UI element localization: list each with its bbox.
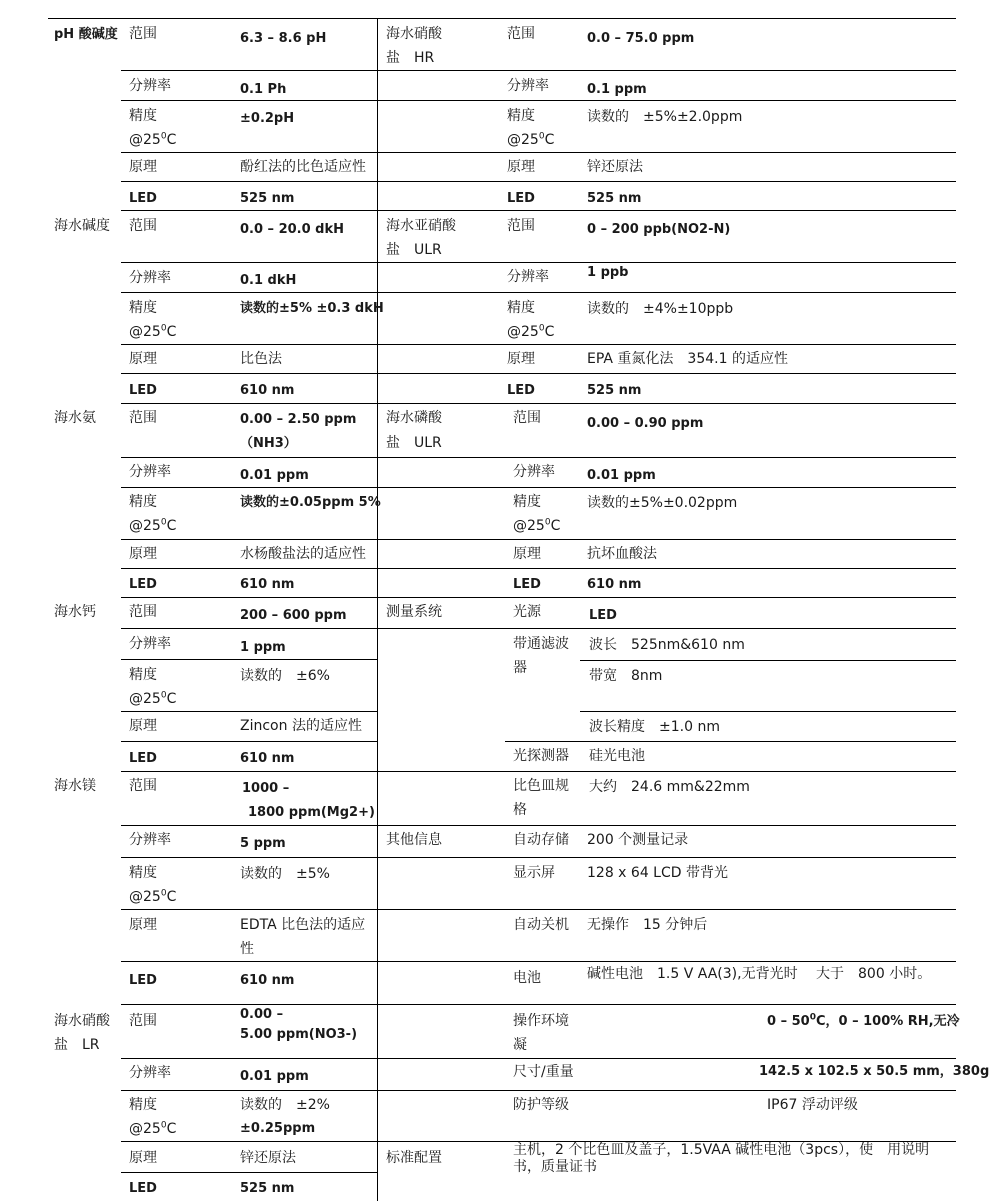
row-rule — [121, 628, 956, 629]
label-principle: 原理 — [129, 718, 157, 734]
value-environment: $0 - 50^0C$，0 – 100% RH,无冷 — [767, 1012, 960, 1029]
label-range: 范围 — [129, 1013, 157, 1029]
label-resolution: 分辨率 — [129, 832, 171, 848]
value-led: 525 nm — [240, 1181, 295, 1196]
label-environment-cont: 凝 — [513, 1037, 527, 1053]
row-rule — [121, 457, 956, 458]
param-name: 海水钙 — [54, 604, 96, 620]
row-rule — [121, 909, 956, 910]
value-resolution: 0.01 ppm — [240, 468, 309, 483]
label-principle: 原理 — [129, 546, 157, 562]
param-name: 海水氨 — [54, 410, 96, 426]
label-resolution: 分辨率 — [129, 270, 171, 286]
value-range: 0.0 – 75.0 ppm — [587, 31, 695, 46]
value-standard-config: 主机，2 个比色皿及盖子，1.5VAA 碱性电池（3pcs），使 用说明 — [513, 1142, 930, 1158]
label-accuracy-temp: $@25^0C$ — [129, 131, 177, 148]
label-accuracy-temp: $@25^0C$ — [129, 517, 177, 534]
label-range: 范围 — [129, 410, 157, 426]
label-led: LED — [129, 973, 157, 988]
label-led: LED — [513, 577, 541, 592]
label-size-weight: 尺寸/重量 — [513, 1064, 574, 1080]
label-accuracy: 精度 — [507, 300, 535, 316]
row-rule — [121, 1058, 956, 1059]
value-accuracy: 读数的 ±2% — [240, 1097, 330, 1113]
label-auto-off: 自动关机 — [513, 917, 569, 933]
row-rule — [48, 18, 956, 19]
label-light-source: 光源 — [513, 604, 541, 620]
row-rule — [121, 568, 956, 569]
label-accuracy-temp: $@25^0C$ — [507, 131, 555, 148]
value-range: 0 – 200 ppb(NO2-N) — [587, 222, 731, 237]
row-rule — [121, 539, 956, 540]
value-storage: 200 个测量记录 — [587, 832, 689, 848]
label-accuracy-temp: $@25^0C$ — [129, 888, 177, 905]
label-resolution: 分辨率 — [507, 269, 549, 285]
value-protection: IP67 浮动评级 — [767, 1097, 858, 1113]
value-size-weight: 142.5 x 102.5 x 50.5 mm，380g — [759, 1064, 990, 1079]
value-range: 0.00 – — [240, 1007, 284, 1022]
value-range-note: 1800 ppm(Mg2+) — [248, 805, 375, 820]
value-led: 525 nm — [587, 191, 642, 206]
value-cuvette: 大约 24.6 mm&22mm — [589, 779, 750, 795]
section-name: 标准配置 — [386, 1150, 442, 1166]
label-accuracy: 精度 — [129, 494, 157, 510]
value-principle: 比色法 — [240, 351, 282, 367]
row-rule — [121, 771, 956, 772]
label-led: LED — [129, 577, 157, 592]
label-principle: 原理 — [129, 159, 157, 175]
value-range-note: 5.00 ppm(NO3-) — [240, 1027, 358, 1042]
label-accuracy: 精度 — [507, 108, 535, 124]
label-accuracy: 精度 — [129, 865, 157, 881]
label-battery: 电池 — [513, 970, 541, 986]
label-range: 范围 — [129, 26, 157, 42]
label-cuvette: 比色皿规 — [513, 778, 569, 794]
row-rule — [121, 825, 956, 826]
label-display: 显示屏 — [513, 865, 555, 881]
value-resolution: 0.01 ppm — [587, 468, 656, 483]
param-name-cont: 盐 LR — [54, 1037, 100, 1053]
value-principle: EDTA 比色法的适应 — [240, 917, 366, 933]
value-accuracy: 读数的±5%±0.02ppm — [587, 495, 738, 511]
value-led: 525 nm — [240, 191, 295, 206]
param-name: 海水亚硝酸 — [386, 218, 456, 234]
value-accuracy-cont: ±0.25ppm — [240, 1121, 316, 1136]
value-led: 525 nm — [587, 383, 642, 398]
label-filter-cont: 器 — [513, 660, 527, 676]
section-name: 测量系统 — [386, 604, 442, 620]
value-principle: 锌还原法 — [587, 159, 643, 175]
value-range: 200 – 600 ppm — [240, 608, 347, 623]
label-led: LED — [129, 383, 157, 398]
row-rule — [121, 403, 956, 404]
value-principle: 水杨酸盐法的适应性 — [240, 546, 366, 562]
value-range: 0.00 – 0.90 ppm — [587, 416, 704, 431]
label-accuracy: 精度 — [129, 300, 157, 316]
param-name: 海水碱度 — [54, 218, 110, 234]
label-range: 范围 — [507, 218, 535, 234]
value-led: 610 nm — [587, 577, 642, 592]
column-divider — [377, 18, 378, 1201]
label-accuracy-temp: $@25^0C$ — [129, 690, 177, 707]
label-accuracy-temp: $@25^0C$ — [507, 323, 555, 340]
row-rule — [121, 597, 956, 598]
row-rule — [580, 711, 956, 712]
value-resolution: 5 ppm — [240, 836, 286, 851]
value-range-note: （NH3） — [240, 436, 297, 451]
value-led: 610 nm — [240, 577, 295, 592]
label-principle: 原理 — [129, 1150, 157, 1166]
label-detector: 光探测器 — [513, 748, 569, 764]
value-wavelength: 波长 525nm&610 nm — [589, 637, 745, 653]
value-range: 0.0 – 20.0 dkH — [240, 222, 345, 237]
value-principle: 抗坏血酸法 — [587, 546, 657, 562]
label-filter: 带通滤波 — [513, 636, 569, 652]
row-rule — [121, 373, 956, 374]
value-accuracy: 读数的 ±5% — [240, 866, 330, 882]
param-name-cont: 盐 ULR — [386, 242, 442, 258]
value-led: 610 nm — [240, 383, 295, 398]
value-standard-config-cont: 书，质量证书 — [513, 1159, 597, 1175]
value-principle-cont: 性 — [240, 941, 254, 957]
value-wavelength-accuracy: 波长精度 ±1.0 nm — [589, 719, 720, 735]
row-rule — [121, 152, 956, 153]
row-rule — [121, 70, 956, 71]
label-accuracy: 精度 — [129, 108, 157, 124]
row-rule — [121, 262, 956, 263]
row-rule — [121, 711, 377, 712]
row-rule — [121, 181, 956, 182]
value-detector: 硅光电池 — [589, 748, 645, 764]
label-storage: 自动存储 — [513, 832, 569, 848]
label-accuracy: 精度 — [129, 667, 157, 683]
row-rule — [505, 741, 956, 742]
label-range: 范围 — [129, 218, 157, 234]
value-battery: 碱性电池 1.5 V AA(3),无背光时 大于 800 小时。 — [587, 966, 932, 982]
value-accuracy: ±0.2pH — [240, 111, 295, 126]
label-protection: 防护等级 — [513, 1097, 569, 1113]
value-light-source: LED — [589, 608, 617, 623]
value-accuracy: 读数的 ±5%±2.0ppm — [587, 109, 743, 125]
label-resolution: 分辨率 — [507, 78, 549, 94]
value-resolution: 0.1 dkH — [240, 273, 297, 288]
value-bandwidth: 带宽 8nm — [589, 668, 663, 684]
label-principle: 原理 — [513, 546, 541, 562]
label-accuracy-temp: $@25^0C$ — [129, 1120, 177, 1137]
param-name-cont: 盐 ULR — [386, 435, 442, 451]
value-range: 6.3 – 8.6 pH — [240, 31, 327, 46]
label-range: 范围 — [129, 778, 157, 794]
label-range: 范围 — [513, 410, 541, 426]
row-rule — [121, 1090, 956, 1091]
label-environment: 操作环境 — [513, 1013, 569, 1029]
label-accuracy: 精度 — [129, 1097, 157, 1113]
label-resolution: 分辨率 — [129, 636, 171, 652]
label-led: LED — [129, 191, 157, 206]
value-resolution: 0.01 ppm — [240, 1069, 309, 1084]
label-accuracy: 精度 — [513, 494, 541, 510]
value-resolution: 1 ppb — [587, 265, 629, 280]
param-name: 海水硝酸 — [386, 26, 442, 42]
label-led: LED — [507, 383, 535, 398]
label-range: 范围 — [129, 604, 157, 620]
value-resolution: 1 ppm — [240, 640, 286, 655]
label-principle: 原理 — [129, 351, 157, 367]
param-name: 海水镁 — [54, 778, 96, 794]
value-led: 610 nm — [240, 751, 295, 766]
row-rule — [121, 1172, 377, 1173]
label-resolution: 分辨率 — [513, 464, 555, 480]
row-rule — [121, 344, 956, 345]
value-accuracy: 读数的 ±4%±10ppb — [587, 301, 734, 317]
section-name: 其他信息 — [386, 832, 442, 848]
label-principle: 原理 — [507, 351, 535, 367]
value-accuracy: 读数的±5% ±0.3 dkH — [240, 301, 384, 316]
label-resolution: 分辨率 — [129, 464, 171, 480]
label-accuracy-temp: $@25^0C$ — [129, 323, 177, 340]
label-led: LED — [129, 751, 157, 766]
value-principle: 锌还原法 — [240, 1150, 296, 1166]
label-resolution: 分辨率 — [129, 78, 171, 94]
value-auto-off: 无操作 15 分钟后 — [587, 917, 708, 933]
value-accuracy: 读数的 ±6% — [240, 668, 330, 684]
row-rule — [121, 857, 956, 858]
row-rule — [580, 660, 956, 661]
param-name: 海水磷酸 — [386, 410, 442, 426]
label-led: LED — [507, 191, 535, 206]
value-resolution: 0.1 ppm — [587, 82, 647, 97]
param-name: 海水硝酸 — [54, 1013, 110, 1029]
label-range: 范围 — [507, 26, 535, 42]
label-accuracy-temp: $@25^0C$ — [513, 517, 561, 534]
label-cuvette-cont: 格 — [513, 802, 527, 818]
value-range: 0.00 – 2.50 ppm — [240, 412, 357, 427]
param-name: pH 酸碱度 — [54, 27, 118, 42]
value-resolution: 0.1 Ph — [240, 82, 287, 97]
value-principle: EPA 重氮化法 354.1 的适应性 — [587, 351, 788, 367]
value-led: 610 nm — [240, 973, 295, 988]
label-resolution: 分辨率 — [129, 1065, 171, 1081]
value-principle: Zincon 法的适应性 — [240, 718, 362, 734]
label-principle: 原理 — [507, 159, 535, 175]
value-accuracy: 读数的±0.05ppm 5% — [240, 495, 381, 510]
value-display: 128 x 64 LCD 带背光 — [587, 865, 728, 881]
label-led: LED — [129, 1181, 157, 1196]
param-name-cont: 盐 HR — [386, 50, 435, 66]
label-principle: 原理 — [129, 917, 157, 933]
value-range: 1000 – — [242, 781, 290, 796]
row-rule — [121, 741, 377, 742]
value-principle: 酚红法的比色适应性 — [240, 159, 366, 175]
